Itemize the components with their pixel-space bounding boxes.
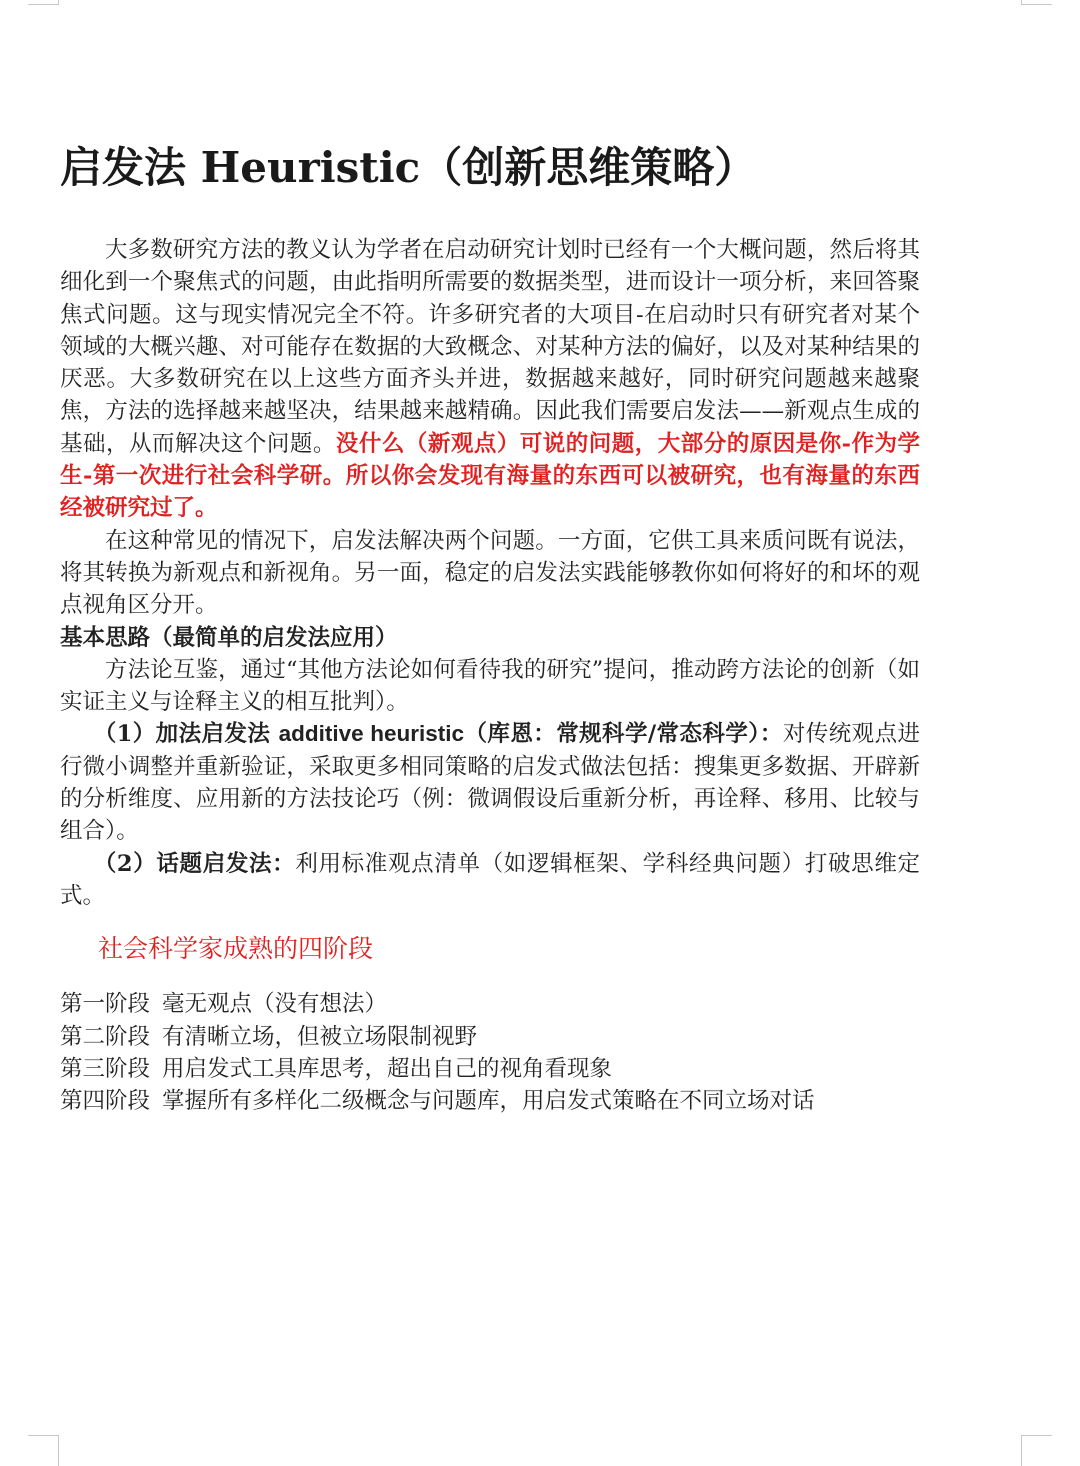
additive-heuristic-item [60,718,920,847]
page-title: 启发法 Heuristic（创新思维策略） [60,143,757,192]
stage-label: 第三阶段 [60,1055,151,1082]
stage-label: 第二阶段 [60,1023,151,1050]
paragraph-two: 在这种常见的情况下，启发法解决两个问题。一方面，它供工具来质问既有说法，将其转换为新观点和新视角。另一面，稳定的启发法实践能够教你如何将好的和坏的观点视角区分开。 [60,527,920,619]
list-item [60,1085,920,1117]
additive-heuristic-kuhn-label: （库恩：常规科学/常态科学）： [464,721,783,748]
intro-paragraph [60,234,920,525]
stage-text: 有清晰立场，但被立场限制视野 [162,1023,478,1050]
stages-list [60,988,920,1117]
topic-heuristic-label: （2）话题启发法： [93,850,296,877]
additive-heuristic-label: （1）加法启发法 [93,721,279,748]
list-item [60,988,920,1020]
stages-heading: 社会科学家成熟的四阶段 [98,934,374,964]
document-body [60,140,920,1117]
intro-text: 大多数研究方法的教义认为学者在启动研究计划时已经有一个大概问题，然后将其细化到一个聚焦式的问题，由此指明所需要的数据类型，进而设计一项分析，来回答聚焦式问题。这与现实情况完全不符。许多研究者的大项目-在启动时只有研究者对某个领域的大概兴趣、对可能存在数据的大致概念、对某种方法的偏好，以及对某种结果的厌恶。大多数研究在以上这些方面齐头并进，数据越来越好，同时研究问题越来越聚焦，方法的选择越来越坚决，结果越来越精确。因此我们需要启发法——新观点生成的基础，从而解决这个问题。 [60,237,920,457]
crop-mark-top-left [28,0,59,5]
stage-text: 掌握所有多样化二级概念与问题库，用启发式策略在不同立场对话 [162,1088,815,1115]
topic-heuristic-text: 利用标准观点清单（如逻辑框架、学科经典问题）打破思维定式。 [60,850,920,909]
additive-heuristic-text: 对传统观点进行微小调整并重新验证，采取更多相同策略的启发式做法包括：搜集更多数据、开辟新的分析维度、应用新的方法技论巧（例：微调假设后重新分析，再诠释、移用、比较与组合）。 [60,721,920,845]
basic-approach-text: 方法论互鉴，通过“其他方法论如何看待我的研究”提问，推动跨方法论的创新（如实证主义与诠释主义的相互批判）。 [60,656,920,716]
intro-highlight-text: 没什么（新观点）可说的问题，大部分的原因是你-作为学生-第一次进行社会科学研。所以你会发现有海量的东西可以被研究，也有海量的东西经被研究过了。 [60,430,920,522]
crop-mark-top-right [1021,0,1052,5]
basic-approach-heading: 基本思路（最简单的启发法应用） [60,624,398,651]
stage-label: 第四阶段 [60,1088,151,1115]
stage-text: 用启发式工具库思考，超出自己的视角看现象 [162,1055,613,1082]
list-item [60,1021,920,1053]
list-item [60,1053,920,1085]
stage-label: 第一阶段 [60,991,151,1018]
stage-text: 毫无观点（没有想法） [162,991,388,1018]
topic-heuristic-item [60,848,920,913]
additive-heuristic-english-label: additive heuristic [278,721,465,747]
